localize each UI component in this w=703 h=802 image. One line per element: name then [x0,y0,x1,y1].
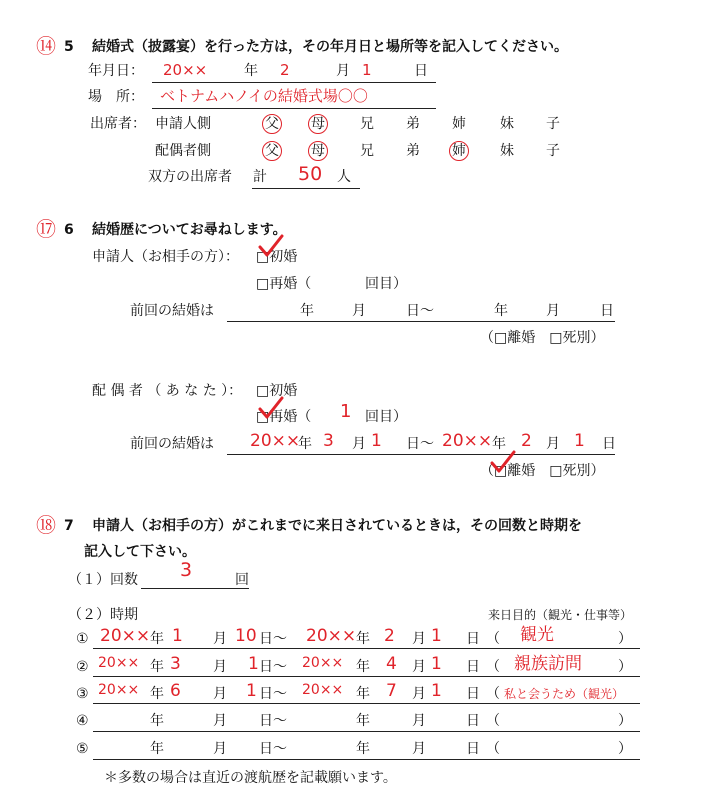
prev-marriage-label: 前回の結婚は [130,303,214,319]
month-unit: 月 [412,631,426,647]
month-unit: 月 [352,436,366,452]
tilde: ～ [273,713,287,729]
purpose-label: 来日目的（観光・仕事等） [488,608,633,622]
attendee-total: 50 [298,163,323,185]
circle-mark [308,141,328,161]
section-heading-line1: 申請人（お相手の方）がこれまでに来日されているときは，その回数と時期を [92,518,582,534]
end-month: 2 [384,626,395,646]
prev-marriage-label: 前回の結婚は [130,436,214,452]
day-unit: 日 [466,631,480,647]
applicant-label: 申請人（お相手の方）： [92,249,239,265]
start-year: 20×× [98,682,140,698]
start-year: 20×× [100,626,151,646]
relation-younger-brother: 弟 [406,116,420,132]
divorce-bereavement-options: （□離婚 □死別） [480,330,605,346]
month-unit: 月 [412,741,426,757]
start-day: 1 [248,654,259,674]
person-unit: 人 [337,169,351,185]
section-number: 6 [64,222,74,238]
section-marker-18: ⑱ [36,513,56,537]
wedding-month: 2 [280,61,290,79]
start-year: 20×× [98,655,140,671]
prev-marriage-underline [227,321,615,322]
day-unit: 日 [466,741,480,757]
period-label: （２）時期 [68,607,138,623]
year-unit: 年 [300,303,314,319]
remarriage-option: □再婚（ [256,276,312,292]
relation-child: 子 [546,143,560,159]
year-unit: 年 [492,436,506,452]
relation-older-sister: 姉 [452,143,466,159]
divorce-bereavement-options: （□離婚 □死別） [480,463,605,479]
day-unit: 日 [259,713,273,729]
count-label: （１）回数 [68,572,138,588]
tilde: ～ [273,741,287,757]
paren-close: ） [618,741,632,757]
count-underline [141,588,249,589]
section-heading-line2: 記入して下さい。 [84,544,196,560]
section-number: 7 [64,518,74,534]
year-unit: 年 [356,631,370,647]
section-marker-17: ⑰ [36,217,56,241]
year-unit: 年 [356,659,370,675]
row-underline [93,676,640,677]
wedding-day: 1 [362,61,372,79]
month-unit: 月 [412,659,426,675]
month-unit: 月 [336,63,350,79]
end-month: 7 [386,681,397,701]
relation-mother: 母 [311,143,325,159]
day-unit: 日 [466,659,480,675]
tilde: ～ [420,303,434,319]
count-unit: 回 [235,572,249,588]
relation-younger-brother: 弟 [406,143,420,159]
month-unit: 月 [213,686,227,702]
section-marker-14: ⑭ [36,34,56,58]
paren-close: ） [618,631,632,647]
month-unit: 月 [412,713,426,729]
prev-marriage-underline [227,454,615,455]
year-unit: 年 [150,659,164,675]
place-underline [152,108,436,109]
circle-mark [308,114,328,134]
year-unit: 年 [298,436,312,452]
row-number: ④ [76,713,89,729]
prev-end-year: 20×× [442,431,493,451]
wedding-place: ベトナムハノイの結婚式場〇〇 [160,87,368,105]
prev-start-month: 3 [323,431,334,451]
year-unit: 年 [244,63,258,79]
start-month: 1 [172,626,183,646]
row-underline [93,648,640,649]
year-unit: 年 [150,741,164,757]
day-unit: 日 [259,741,273,757]
wedding-year: 20×× [163,61,208,79]
date-label: 年月日： [88,63,144,79]
row-underline [93,759,640,760]
end-day: 1 [431,654,442,674]
year-unit: 年 [494,303,508,319]
end-year: 20×× [302,682,344,698]
start-day: 1 [246,681,257,701]
section-heading: 結婚歴についてお尋ねします。 [92,222,287,238]
month-unit: 月 [412,686,426,702]
prev-start-day: 1 [371,431,382,451]
day-unit: 日 [259,631,273,647]
footnote: ＊多数の場合は直近の渡航歴を記載願います。 [104,770,397,786]
paren-open: （ [486,659,500,675]
times-suffix: 回目） [365,409,407,425]
start-day: 10 [235,626,257,646]
section-heading: 結婚式（披露宴）を行った方は，その年月日と場所等を記入してください。 [92,39,568,55]
day-unit: 日 [406,436,420,452]
check-mark-icon [490,450,516,474]
day-unit: 日 [259,659,273,675]
row-number: ① [76,631,89,647]
row-underline [93,731,640,732]
relation-older-sister: 姉 [452,116,466,132]
relation-younger-sister: 妹 [500,143,514,159]
remarriage-option: □再婚（ [256,409,312,425]
tilde: ～ [420,436,434,452]
end-year: 20×× [302,655,344,671]
paren-close: ） [618,659,632,675]
end-day: 1 [431,681,442,701]
prev-end-day: 1 [574,431,585,451]
day-unit: 日 [466,686,480,702]
tilde: ～ [273,631,287,647]
day-unit: 日 [466,713,480,729]
start-month: 3 [170,654,181,674]
relation-mother: 母 [311,116,325,132]
relation-older-brother: 兄 [360,143,374,159]
spouse-label: 配 偶 者 （ あ な た ）： [92,383,243,399]
month-unit: 月 [546,436,560,452]
circle-mark [262,141,282,161]
day-unit: 日 [602,436,616,452]
tilde: ～ [273,686,287,702]
year-unit: 年 [150,631,164,647]
year-unit: 年 [150,686,164,702]
relation-older-brother: 兄 [360,116,374,132]
total-underline [252,188,360,189]
row-number: ⑤ [76,741,89,757]
month-unit: 月 [213,741,227,757]
month-unit: 月 [213,713,227,729]
place-label: 場 所： [88,89,144,105]
relation-younger-sister: 妹 [500,116,514,132]
end-day: 1 [431,626,442,646]
date-underline [152,82,436,83]
visit-count: 3 [180,559,193,581]
attendees-label: 出席者： [90,116,146,132]
year-unit: 年 [150,713,164,729]
paren-open: （ [486,741,500,757]
first-marriage-option: □初婚 [256,249,298,265]
year-unit: 年 [356,741,370,757]
times-suffix: 回目） [365,276,407,292]
prev-start-year: 20×× [250,431,301,451]
relation-father: 父 [265,116,279,132]
visit-purpose: 親族訪問 [514,654,582,674]
start-month: 6 [170,681,181,701]
month-unit: 月 [546,303,560,319]
row-underline [93,703,640,704]
prev-end-month: 2 [521,431,532,451]
end-year: 20×× [306,626,357,646]
month-unit: 月 [213,631,227,647]
total-label: 計 [253,169,267,185]
day-unit: 日 [600,303,614,319]
paren-open: （ [486,713,500,729]
section-number: 5 [64,39,74,55]
end-month: 4 [386,654,397,674]
day-unit: 日 [406,303,420,319]
relation-child: 子 [546,116,560,132]
month-unit: 月 [213,659,227,675]
first-marriage-option: □初婚 [256,383,298,399]
day-unit: 日 [259,686,273,702]
spouse-side-label: 配偶者側 [155,143,211,159]
row-number: ② [76,659,89,675]
year-unit: 年 [356,686,370,702]
paren-close: ） [618,713,632,729]
both-attendees-label: 双方の出席者 [148,169,232,185]
visit-purpose: 観光 [520,625,554,645]
relation-father: 父 [265,143,279,159]
tilde: ～ [273,659,287,675]
remarriage-times: 1 [340,401,352,422]
month-unit: 月 [352,303,366,319]
check-mark-icon [258,396,284,420]
row-number: ③ [76,686,89,702]
paren-open: （ [486,631,500,647]
day-unit: 日 [414,63,428,79]
circle-mark [449,141,469,161]
check-mark-icon [258,234,284,258]
applicant-side-label: 申請人側 [155,116,211,132]
year-unit: 年 [356,713,370,729]
circle-mark [262,114,282,134]
visit-purpose: 私と会うため（観光） [504,687,625,701]
paren-open: （ [486,686,500,702]
